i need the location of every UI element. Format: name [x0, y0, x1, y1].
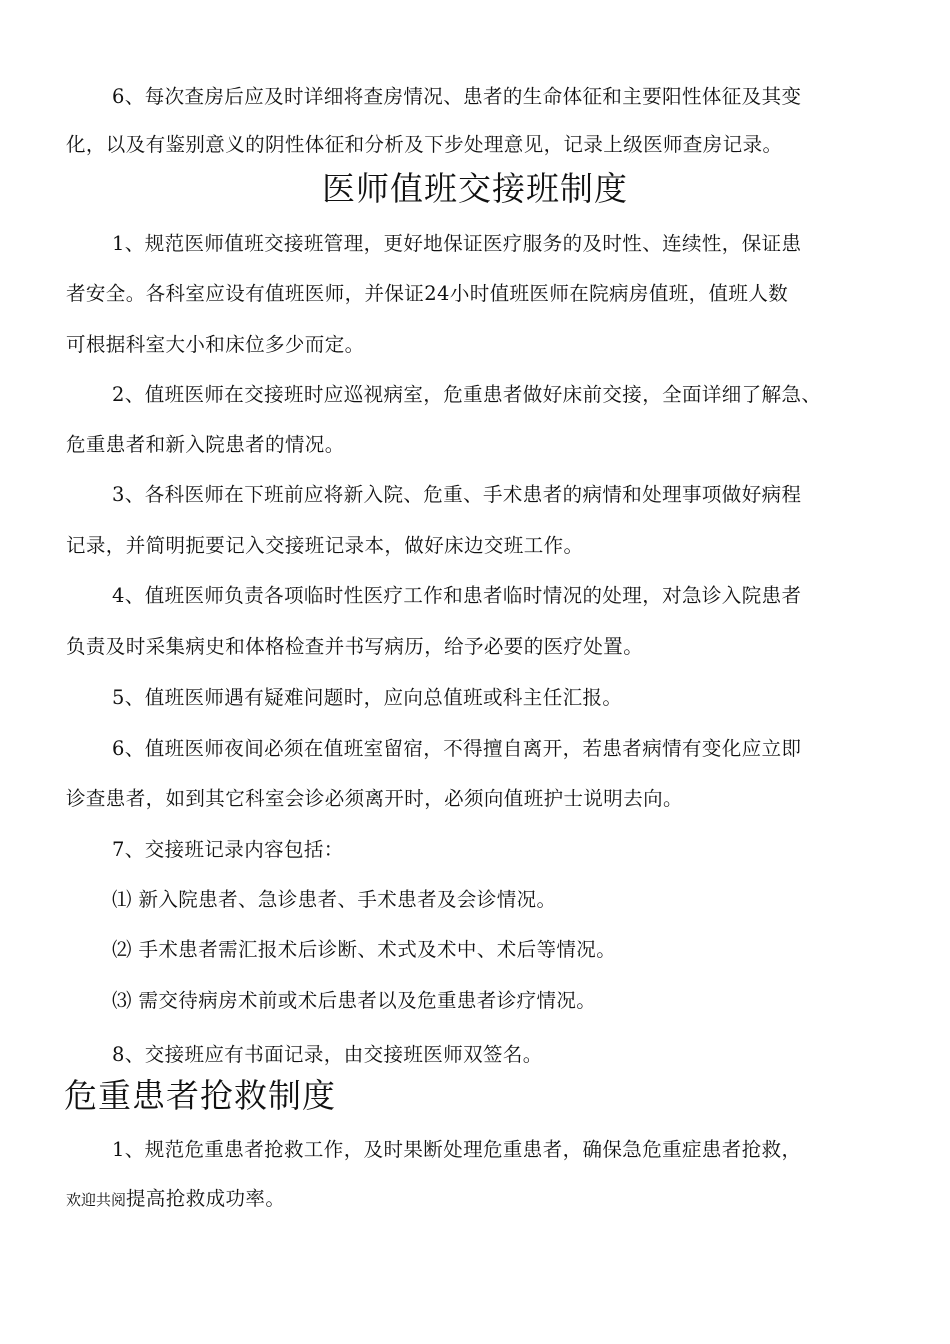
footer-note: 欢迎共阅	[66, 1191, 127, 1209]
paragraph-text: 提高抢救成功率。	[126, 1187, 286, 1210]
section-title: 危重患者抢救制度	[64, 1076, 336, 1115]
paragraph-line: 1、规范医师值班交接班管理，更好地保证医疗服务的及时性、连续性，保证患	[112, 232, 802, 255]
paragraph-line: 诊查患者，如到其它科室会诊必须离开时，必须向值班护士说明去向。	[66, 787, 683, 810]
paragraph-line: 1、规范危重患者抢救工作，及时果断处理危重患者，确保急危重症患者抢救，	[112, 1138, 802, 1161]
paragraph-line: 2、值班医师在交接班时应巡视病室，危重患者做好床前交接，全面详细了解急、	[112, 383, 822, 406]
paragraph-line: 负责及时采集病史和体格检查并书写病历，给予必要的医疗处置。	[66, 635, 644, 658]
paragraph-line: 危重患者和新入院患者的情况。	[66, 433, 345, 456]
paragraph-line: 者安全。各科室应设有值班医师，并保证24小时值班医师在院病房值班，值班人数	[66, 282, 789, 305]
paragraph-line: 可根据科室大小和床位多少而定。	[66, 333, 365, 356]
paragraph-line: 5、值班医师遇有疑难问题时，应向总值班或科主任汇报。	[112, 686, 623, 709]
paragraph-line	[66, 1184, 285, 1215]
paragraph-line: 化，以及有鉴别意义的阴性体征和分析及下步处理意见，记录上级医师查房记录。	[66, 133, 783, 156]
paragraph-line: 3、各科医师在下班前应将新入院、危重、手术患者的病情和处理事项做好病程	[112, 483, 802, 506]
section-title: 医师值班交接班制度	[322, 169, 628, 208]
paragraph-line: 4、值班医师负责各项临时性医疗工作和患者临时情况的处理，对急诊入院患者	[112, 584, 802, 607]
paragraph-line: 6、值班医师夜间必须在值班室留宿，不得擅自离开，若患者病情有变化应立即	[112, 737, 802, 760]
paragraph-line: 7、交接班记录内容包括：	[112, 838, 344, 861]
paragraph-line: 记录，并简明扼要记入交接班记录本，做好床边交班工作。	[66, 534, 584, 557]
paragraph-line: 8、交接班应有书面记录，由交接班医师双签名。	[112, 1043, 543, 1066]
paragraph-line: ⑵ 手术患者需汇报术后诊断、术式及术中、术后等情况。	[112, 938, 617, 961]
paragraph-line: ⑶ 需交待病房术前或术后患者以及危重患者诊疗情况。	[112, 989, 597, 1012]
paragraph-line: 6、每次查房后应及时详细将查房情况、患者的生命体征和主要阳性体征及其变	[112, 85, 802, 108]
paragraph-line: ⑴ 新入院患者、急诊患者、手术患者及会诊情况。	[112, 888, 557, 911]
